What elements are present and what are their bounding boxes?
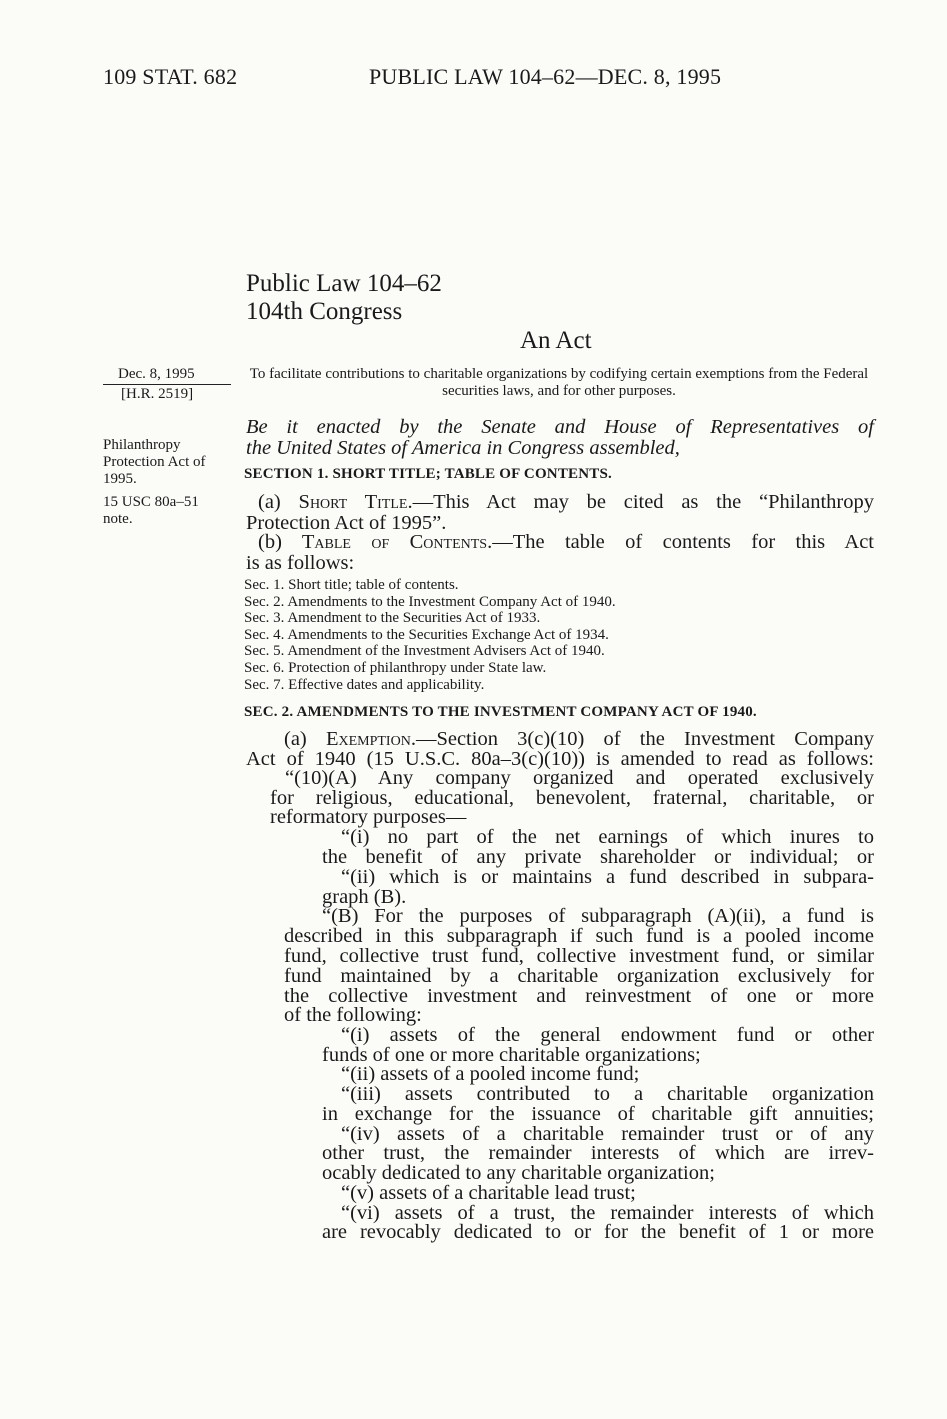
section-2-text-line: fund, collective trust fund, collective investment fund, or similar [284, 945, 874, 967]
an-act-heading: An Act [520, 327, 592, 354]
section-2-text-line: “(iv) assets of a charitable remainder trust or of any [341, 1123, 874, 1145]
section-1-a-line: Protection Act of 1995”. [246, 512, 447, 534]
subsection-label: C [389, 531, 424, 553]
section-1-a-line [246, 491, 874, 514]
sidenote-line: Philanthropy [103, 437, 181, 453]
section-2-text-line: Act of 1940 (15 U.S.C. 80a–3(c)(10)) is amended to read as follows: [246, 748, 874, 770]
subsection-text: .—Section 3(c)(10) of the Investment Company [410, 728, 875, 750]
sidenote-line: 15 USC 80a–51 [103, 494, 199, 510]
toc-entry: Sec. 6. Protection of philanthropy under State law. [244, 659, 547, 676]
section-2-text-line: “(iii) assets contributed to a charitable organization [341, 1083, 874, 1105]
toc-entry: Sec. 7. Effective dates and applicability. [244, 676, 485, 693]
sidenote-usc [103, 494, 199, 528]
table-of-contents [244, 577, 616, 693]
act-purpose: To facilitate contributions to charitable organizations by codifying certain exemptions from the Federal securities laws, and for other purposes. [249, 366, 869, 399]
subsection-caption: hort Title [309, 491, 408, 513]
section-2-text-line: funds of one or more charitable organizations; [322, 1044, 701, 1066]
sidenote-line: note. [103, 511, 133, 527]
congress-number: 104th Congress [246, 298, 403, 325]
section-2-text-line: the collective investment and reinvestment of one or more [284, 985, 874, 1007]
section-2-text-line: described in this subparagraph if such fund is a pooled income [284, 925, 874, 947]
section-2-text-line: “(10)(A) Any company organized and operated exclusively [285, 767, 874, 789]
subsection-label: (a) S [258, 491, 310, 513]
subsection-text: .—The table of contents for this Act [487, 531, 874, 553]
section-2-text-line: “(B) For the purposes of subparagraph (A)(ii), a fund is [322, 905, 874, 927]
subsection-label: (a) E [284, 728, 339, 750]
enacting-clause-line: the United States of America in Congress assembled, [246, 437, 680, 459]
section-2-heading: SEC. 2. AMENDMENTS TO THE INVESTMENT COMPANY ACT OF 1940. [244, 704, 757, 720]
section-2-text-line: “(i) assets of the general endowment fund or other [341, 1024, 874, 1046]
toc-entry: Sec. 4. Amendments to the Securities Exchange Act of 1934. [244, 626, 609, 643]
sidenote-line: 1995. [103, 471, 137, 487]
subsection-caption: able of [314, 531, 390, 553]
running-title: PUBLIC LAW 104–62—DEC. 8, 1995 [369, 64, 722, 89]
law-title [246, 270, 442, 326]
section-2-text-line: reformatory purposes— [270, 806, 467, 828]
section-2-text-line: graph (B). [322, 886, 407, 908]
page-reference: 109 STAT. 682 [103, 64, 238, 89]
subsection-caption: ontents [423, 531, 488, 553]
sidenote-divider [103, 384, 231, 385]
section-2-text-line: “(ii) which is or maintains a fund described in subpara- [341, 866, 874, 888]
section-2-text-line: “(i) no part of the net earnings of which inures to [341, 826, 874, 848]
sidenote-line: Protection Act of [103, 454, 206, 470]
section-1-b-line: is as follows: [246, 552, 355, 574]
section-2-text-line: of the following: [284, 1004, 422, 1026]
section-1-heading: SECTION 1. SHORT TITLE; TABLE OF CONTENTS. [244, 466, 612, 482]
section-2-text-line: other trust, the remainder interests of which are irrev- [322, 1142, 874, 1164]
toc-entry: Sec. 1. Short title; table of contents. [244, 577, 459, 593]
section-2-text-line: in exchange for the issuance of charitable gift annuities; [322, 1103, 874, 1125]
section-2-text-line: for religious, educational, benevolent, fraternal, charitable, or [270, 787, 874, 809]
sidenote-short-title [103, 437, 205, 488]
public-law-number: Public Law 104–62 [246, 270, 442, 297]
section-2-text-line: are revocably dedicated to or for the benefit of 1 or more [322, 1221, 874, 1243]
enacting-clause-line: Be it enacted by the Senate and House of Representatives of [246, 416, 874, 438]
toc-entry: Sec. 3. Amendment to the Securities Act of 1933. [244, 610, 541, 627]
sidenote-bill-number: [H.R. 2519] [121, 386, 194, 402]
section-2-text-line: fund maintained by a charitable organization exclusively for [284, 965, 874, 987]
subsection-caption: xemption [338, 728, 411, 750]
toc-entry: Sec. 5. Amendment of the Investment Advisers Act of 1940. [244, 643, 605, 660]
subsection-label: (b) T [258, 531, 315, 553]
subsection-text: .—This Act may be cited as the “Philanthropy [407, 491, 875, 513]
section-2-text-line: ocably dedicated to any charitable organization; [322, 1162, 715, 1184]
section-2-text-line: “(ii) assets of a pooled income fund; [341, 1063, 640, 1085]
section-1-b-line [246, 531, 874, 554]
section-2-text-line: “(vi) assets of a trust, the remainder interests of which [341, 1202, 874, 1224]
sidenote-date: Dec. 8, 1995 [118, 366, 195, 382]
toc-entry: Sec. 2. Amendments to the Investment Company Act of 1940. [244, 593, 616, 610]
section-2-text-line: the benefit of any private shareholder or individual; or [322, 846, 874, 868]
section-2-text-line: “(v) assets of a charitable lead trust; [341, 1182, 636, 1204]
